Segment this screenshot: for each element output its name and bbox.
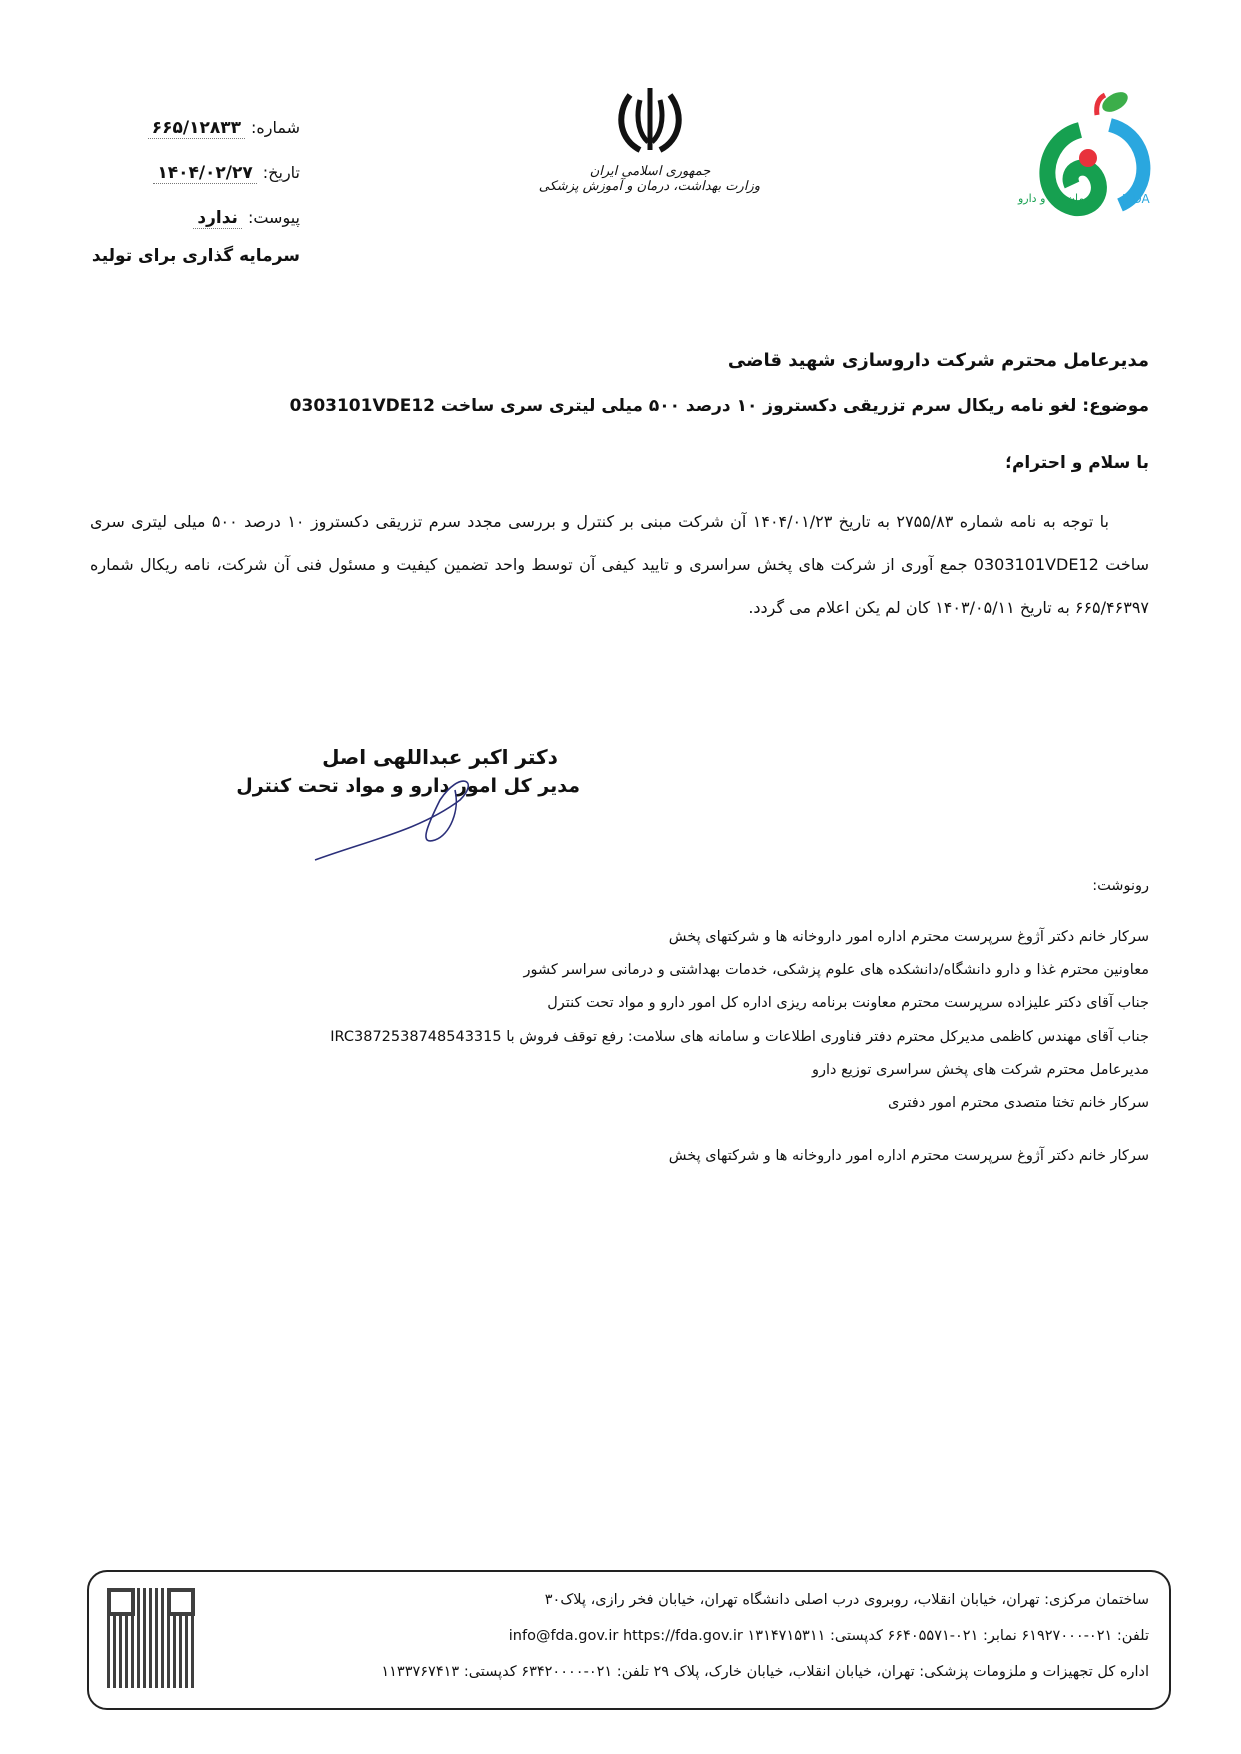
footer-contacts: تلفن: ۰۲۱-۶۱۹۲۷۰۰۰ نمابر: ۰۲۱-۶۶۴۰۵۵۷۱ کدپستی: ۱۳۱۴۷۱۵۳۱۱ info@fda.gov.ir https://fda.gov.ir: [508, 1628, 1149, 1644]
footer-box: [87, 1570, 1171, 1710]
footer-branch: اداره کل تجهیزات و ملزومات پزشکی: تهران، خیابان انقلاب، خیابان خارک، پلاک ۲۹ تلفن: ۰۲۱-۶۳۴۲۰۰۰۰ کدپستی: ۱۱۳۳۷۶۷۴۱۳: [381, 1664, 1149, 1680]
subject: موضوع: لغو نامه ریکال سرم تزریقی دکستروز ۱۰ درصد ۵۰۰ میلی لیتری سری ساخت 0303101VDE12: [289, 396, 1149, 416]
ifda-logo-icon: [1010, 80, 1160, 230]
handwritten-signature: [310, 760, 490, 870]
signatory-title: مدیر کل امور دارو و مواد تحت کنترل: [236, 775, 580, 797]
cc-item: سرکار خانم دکتر آژوغ سرپرست محترم اداره امور داروخانه ها و شرکتهای پخش: [668, 1148, 1149, 1164]
cc-item: جناب آقای دکتر علیزاده سرپرست محترم معاونت برنامه ریزی اداره کل امور دارو و مواد تحت کنترل: [547, 995, 1149, 1011]
signatory-name: دکتر اکبر عبداللهی اصل: [322, 745, 558, 769]
logo-text: سازمان غذا و دارو: [1018, 192, 1103, 205]
date-label: تاریخ:: [262, 163, 300, 182]
cc-item: سرکار خانم تختا متصدی محترم امور دفتری: [888, 1095, 1149, 1111]
number-label: شماره:: [250, 118, 300, 137]
addressee: مدیرعامل محترم شرکت داروسازی شهید قاضی: [727, 350, 1149, 371]
iran-emblem: [540, 80, 760, 230]
emblem-line1: جمهوری اسلامی ایران: [589, 164, 711, 179]
cc-item: سرکار خانم دکتر آژوغ سرپرست محترم اداره امور داروخانه ها و شرکتهای پخش: [668, 929, 1149, 945]
cc-label: رونوشت:: [1092, 878, 1149, 894]
greeting: با سلام و احترام؛: [1005, 453, 1149, 473]
emblem-line2: وزارت بهداشت، درمان و آموزش پزشکی: [538, 179, 760, 194]
logo-abbr: IFDA: [1122, 192, 1150, 206]
footer-address: ساختمان مرکزی: تهران، خیابان انقلاب، روبروی درب اصلی دانشگاه تهران، خیابان فخر رازی، پلاک۳۰: [544, 1592, 1149, 1608]
attachment-label: پیوست:: [247, 208, 300, 227]
emblem-icon: [610, 80, 690, 160]
qr-code-icon: [107, 1588, 195, 1688]
cc-item: مدیرعامل محترم شرکت های پخش سراسری توزیع دارو: [811, 1062, 1149, 1078]
letter-meta: [91, 118, 300, 268]
cc-item: معاونین محترم غذا و دارو دانشگاه/دانشکده های علوم پزشکی، خدمات بهداشتی و درمانی سراسر کشور: [523, 962, 1149, 978]
ifda-logo: [1010, 80, 1160, 230]
attachment-value: ندارد: [193, 208, 242, 229]
date-value: ۱۴۰۴/۰۲/۲۷: [153, 163, 256, 184]
cc-item: جناب آقای مهندس کاظمی مدیرکل محترم دفتر فناوری اطلاعات و سامانه های سلامت: رفع توقف فروش با IRC3872538748543315: [330, 1029, 1149, 1045]
letter-body: با توجه به نامه شماره ۲۷۵۵/۸۳ به تاریخ ۱۴۰۴/۰۱/۲۳ آن شرکت مبنی بر کنترل و بررسی مجدد سرم تزریقی دکستروز ۱۰ درصد ۵۰۰ میلی لیتری سری ساخت 0303101VDE12 جمع آوری از شرکت های پخش سراسری و تایید کیفی آن توسط واحد تضمین کیفیت و مسئول فنی آن شرکت، نامه ریکال شماره ۶۶۵/۴۶۳۹۷ به تاریخ ۱۴۰۳/۰۵/۱۱ کان لم یکن اعلام می گردد.: [90, 512, 1150, 617]
number-value: ۶۶۵/۱۲۸۳۳: [148, 118, 245, 139]
slogan: سرمایه گذاری برای تولید: [91, 246, 300, 266]
